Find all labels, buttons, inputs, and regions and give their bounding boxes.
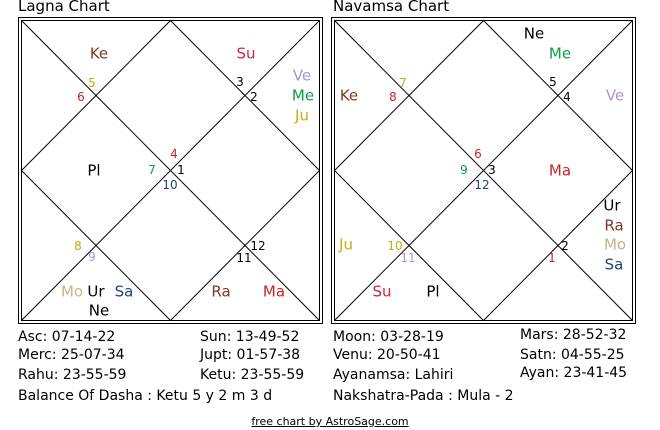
- lagna-house-5: 5: [88, 76, 96, 90]
- lagna-house-6: 6: [77, 90, 85, 104]
- lagna-planet-pl: Pl: [87, 161, 101, 180]
- navamsa-planet-ke: Ke: [339, 86, 359, 105]
- navamsa-planet-mo: Mo: [603, 235, 627, 254]
- navamsa-planet-ju: Ju: [339, 235, 353, 254]
- navamsa-planet-ne: Ne: [523, 24, 545, 43]
- navamsa-planet-pl: Pl: [426, 282, 440, 301]
- navamsa-house-3: 3: [488, 163, 496, 177]
- navamsa-house-12: 12: [474, 178, 490, 192]
- ayan-value: Ayan: 23-41-45: [520, 365, 628, 381]
- lagna-house-3: 3: [236, 75, 244, 89]
- navamsa-planet-ra: Ra: [604, 216, 624, 235]
- lagna-planet-ne: Ne: [88, 301, 110, 320]
- navamsa-house-11: 11: [400, 251, 416, 265]
- navamsa-planet-ve: Ve: [605, 86, 625, 105]
- navamsa-planet-ma: Ma: [548, 161, 572, 180]
- lagna-house-2: 2: [250, 90, 258, 104]
- navamsa-chart-grid: [331, 17, 636, 324]
- navamsa-planet-me: Me: [548, 44, 572, 63]
- rahu-value: Rahu: 23-55-59: [18, 367, 127, 383]
- lagna-house-10: 10: [162, 178, 178, 192]
- lagna-house-8: 8: [74, 239, 82, 253]
- navamsa-planet-ur: Ur: [603, 196, 621, 215]
- lagna-house-11: 11: [236, 251, 252, 265]
- lagna-planet-mo: Mo: [60, 282, 84, 301]
- asc-value: Asc: 07-14-22: [18, 329, 116, 345]
- navamsa-house-5: 5: [549, 75, 557, 89]
- navamsa-house-9: 9: [460, 163, 468, 177]
- lagna-house-9: 9: [88, 250, 96, 264]
- lagna-planet-su: Su: [236, 44, 256, 63]
- lagna-house-1: 1: [177, 163, 185, 177]
- lagna-chart-title: Lagna Chart: [18, 0, 110, 15]
- mars-value: Mars: 28-52-32: [520, 327, 627, 343]
- navamsa-house-2: 2: [561, 239, 569, 253]
- navamsa-house-6: 6: [474, 147, 482, 161]
- lagna-house-4: 4: [170, 147, 178, 161]
- navamsa-house-7: 7: [399, 76, 407, 90]
- balance-of-dasha: Balance Of Dasha : Ketu 5 y 2 m 3 d: [18, 388, 273, 404]
- navamsa-chart: [331, 17, 636, 324]
- moon-value: Moon: 03-28-19: [333, 329, 444, 345]
- navamsa-house-4: 4: [563, 90, 571, 104]
- navamsa-planet-sa: Sa: [604, 255, 624, 274]
- sun-value: Sun: 13-49-52: [200, 329, 300, 345]
- ketu-value: Ketu: 23-55-59: [200, 367, 305, 383]
- lagna-planet-ve: Ve: [292, 66, 312, 85]
- astrosage-link[interactable]: free chart by AstroSage.com: [251, 415, 409, 428]
- lagna-planet-ur: Ur: [87, 282, 105, 301]
- venu-value: Venu: 20-50-41: [333, 347, 441, 363]
- lagna-planet-sa: Sa: [114, 282, 134, 301]
- lagna-chart-grid: [18, 17, 323, 324]
- navamsa-planet-su: Su: [372, 282, 392, 301]
- navamsa-chart-title: Navamsa Chart: [333, 0, 450, 15]
- ayanamsa-value: Ayanamsa: Lahiri: [333, 367, 454, 383]
- lagna-planet-ju: Ju: [295, 106, 309, 125]
- jupt-value: Jupt: 01-57-38: [200, 347, 301, 363]
- navamsa-house-10: 10: [387, 239, 403, 253]
- lagna-planet-ra: Ra: [211, 282, 231, 301]
- lagna-planet-ma: Ma: [262, 282, 286, 301]
- navamsa-house-1: 1: [548, 251, 556, 265]
- lagna-planet-me: Me: [291, 86, 315, 105]
- lagna-chart: [18, 17, 323, 324]
- lagna-house-12: 12: [250, 239, 266, 253]
- merc-value: Merc: 25-07-34: [18, 347, 125, 363]
- nakshatra-pada: Nakshatra-Pada : Mula - 2: [333, 388, 514, 404]
- footer: [0, 410, 660, 429]
- satn-value: Satn: 04-55-25: [520, 347, 625, 363]
- lagna-house-7: 7: [148, 163, 156, 177]
- navamsa-house-8: 8: [389, 90, 397, 104]
- lagna-planet-ke: Ke: [89, 44, 109, 63]
